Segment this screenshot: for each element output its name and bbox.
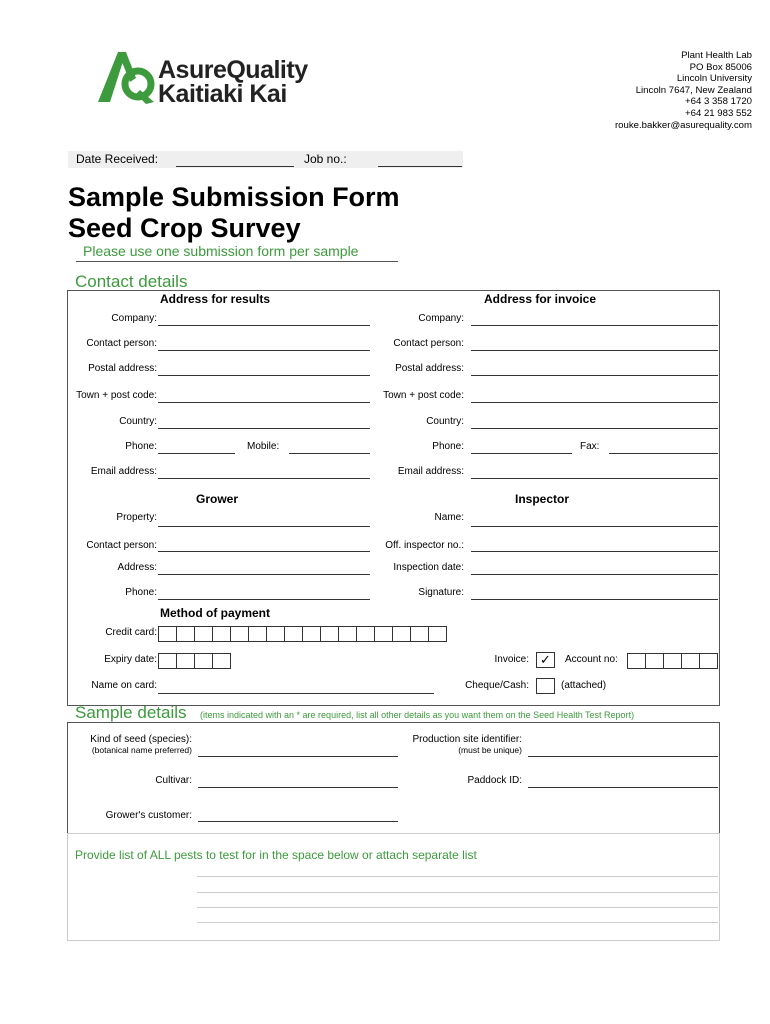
expiry-digit-cell[interactable] bbox=[176, 653, 195, 669]
pest-entry-line[interactable] bbox=[197, 907, 718, 908]
card-digit-cell[interactable] bbox=[266, 626, 285, 642]
address-line: PO Box 85006 bbox=[689, 61, 752, 73]
town-label: Town + post code: bbox=[383, 390, 464, 401]
expiry-label: Expiry date: bbox=[104, 654, 157, 665]
card-digit-cell[interactable] bbox=[320, 626, 339, 642]
postal-address-label: Postal address: bbox=[395, 363, 464, 374]
form-title: Sample Submission Form bbox=[68, 182, 400, 212]
account-digit-cell[interactable] bbox=[681, 653, 700, 669]
card-digit-cell[interactable] bbox=[374, 626, 393, 642]
account-digit-cell[interactable] bbox=[663, 653, 682, 669]
kind-of-seed-note: (botanical name preferred) bbox=[91, 745, 192, 755]
grower-address-field[interactable] bbox=[158, 574, 370, 575]
invoice-company-field[interactable] bbox=[471, 325, 718, 326]
address-mobile: +64 21 983 552 bbox=[685, 107, 752, 119]
card-digit-cell[interactable] bbox=[230, 626, 249, 642]
card-digit-cell[interactable] bbox=[356, 626, 375, 642]
address-line: Lincoln 7647, New Zealand bbox=[635, 84, 752, 96]
card-digit-cell[interactable] bbox=[392, 626, 411, 642]
sample-details-heading: Sample details bbox=[75, 703, 187, 722]
contact-person-label: Contact person: bbox=[86, 338, 157, 349]
results-postal-field[interactable] bbox=[158, 375, 370, 376]
phone-label: Phone: bbox=[125, 587, 157, 598]
paddock-label: Paddock ID: bbox=[467, 775, 522, 786]
address-phone: +64 3 358 1720 bbox=[685, 96, 752, 108]
cheque-checkbox[interactable] bbox=[536, 678, 555, 694]
card-digit-cell[interactable] bbox=[158, 626, 177, 642]
invoice-email-field[interactable] bbox=[471, 478, 718, 479]
logo-name-line2: Kaitiaki Kai bbox=[158, 80, 287, 108]
lab-address bbox=[615, 50, 752, 131]
office-use-bar bbox=[68, 151, 463, 168]
production-site-note: (must be unique) bbox=[458, 745, 522, 755]
grower-phone-field[interactable] bbox=[158, 599, 370, 600]
invoice-country-field[interactable] bbox=[471, 428, 718, 429]
expiry-digit-cell[interactable] bbox=[158, 653, 177, 669]
phone-label: Phone: bbox=[432, 441, 464, 452]
invoice-heading: Address for invoice bbox=[484, 292, 597, 306]
results-contact-field[interactable] bbox=[158, 350, 370, 351]
signature-label: Signature: bbox=[418, 587, 464, 598]
sample-details-note: (items indicated with an * are required, list all other details as you want them on the Seed Health Test Report) bbox=[200, 710, 635, 720]
inspector-heading: Inspector bbox=[515, 492, 570, 506]
results-country-field[interactable] bbox=[158, 428, 370, 429]
account-no-label: Account no: bbox=[565, 654, 618, 665]
invoice-town-field[interactable] bbox=[471, 402, 718, 403]
company-label: Company: bbox=[111, 313, 157, 324]
country-label: Country: bbox=[119, 416, 157, 427]
pests-instruction: Provide list of ALL pests to test for in the space below or attach separate list bbox=[75, 848, 477, 862]
logo-name-line1: AsureQuality bbox=[158, 56, 308, 84]
aq-logo-icon bbox=[96, 50, 156, 104]
inspector-name-field[interactable] bbox=[471, 526, 718, 527]
card-digit-cell[interactable] bbox=[338, 626, 357, 642]
pest-entry-line[interactable] bbox=[197, 876, 718, 877]
expiry-digit-cell[interactable] bbox=[212, 653, 231, 669]
account-digit-cell[interactable] bbox=[699, 653, 718, 669]
town-label: Town + post code: bbox=[76, 390, 157, 401]
country-label: Country: bbox=[426, 416, 464, 427]
expiry-digit-cell[interactable] bbox=[194, 653, 213, 669]
email-label: Email address: bbox=[90, 466, 157, 477]
results-town-field[interactable] bbox=[158, 402, 370, 403]
attached-label: (attached) bbox=[561, 680, 607, 691]
account-digit-cell[interactable] bbox=[645, 653, 664, 669]
card-digit-cell[interactable] bbox=[428, 626, 447, 642]
card-digit-cell[interactable] bbox=[248, 626, 267, 642]
address-email[interactable]: rouke.bakker@asurequality.com bbox=[614, 119, 752, 131]
account-digit-cell[interactable] bbox=[627, 653, 646, 669]
date-received-label: Date Received: bbox=[76, 152, 159, 166]
kind-of-seed-label: Kind of seed (species): bbox=[90, 734, 192, 745]
credit-card-label: Credit card: bbox=[105, 627, 157, 638]
inspector-number-field[interactable] bbox=[471, 551, 718, 552]
off-inspector-label: Off. inspector no.: bbox=[385, 540, 464, 551]
mobile-label: Mobile: bbox=[247, 441, 280, 452]
divider bbox=[76, 261, 398, 262]
card-digit-cell[interactable] bbox=[302, 626, 321, 642]
contact-details-heading: Contact details bbox=[75, 272, 188, 291]
growers-customer-field[interactable] bbox=[198, 821, 398, 822]
company-label: Company: bbox=[418, 313, 464, 324]
postal-address-label: Postal address: bbox=[88, 363, 157, 374]
signature-field[interactable] bbox=[471, 599, 718, 600]
pest-entry-line[interactable] bbox=[197, 892, 718, 893]
grower-contact-field[interactable] bbox=[158, 551, 370, 552]
fax-label: Fax: bbox=[580, 441, 600, 452]
inspection-date-label: Inspection date: bbox=[393, 562, 464, 573]
pest-entry-line[interactable] bbox=[197, 922, 718, 923]
card-digit-cell[interactable] bbox=[194, 626, 213, 642]
phone-label: Phone: bbox=[125, 441, 157, 452]
invoice-phone-field[interactable] bbox=[471, 453, 572, 454]
job-no-label: Job no.: bbox=[304, 152, 347, 166]
kind-of-seed-field[interactable] bbox=[198, 756, 398, 757]
results-phone-field[interactable] bbox=[158, 453, 235, 454]
inspection-date-field[interactable] bbox=[471, 574, 718, 575]
results-mobile-field[interactable] bbox=[289, 453, 370, 454]
address-line: Lincoln University bbox=[676, 73, 752, 85]
expiry-field[interactable] bbox=[159, 653, 231, 669]
contact-person-label: Contact person: bbox=[86, 540, 157, 551]
results-email-field[interactable] bbox=[158, 478, 370, 479]
email-label: Email address: bbox=[397, 466, 464, 477]
address-label: Address: bbox=[117, 562, 157, 573]
property-label: Property: bbox=[116, 512, 157, 523]
card-digit-cell[interactable] bbox=[410, 626, 429, 642]
invoice-contact-field[interactable] bbox=[471, 350, 718, 351]
date-received-field[interactable] bbox=[176, 166, 294, 167]
results-heading: Address for results bbox=[160, 292, 271, 306]
card-digit-cell[interactable] bbox=[212, 626, 231, 642]
cheque-label: Cheque/Cash: bbox=[465, 680, 529, 691]
grower-property-field[interactable] bbox=[158, 526, 370, 527]
invoice-checkbox[interactable]: ✓ bbox=[536, 652, 555, 668]
cultivar-label: Cultivar: bbox=[155, 775, 192, 786]
contact-details-box bbox=[67, 290, 720, 706]
results-company-field[interactable] bbox=[158, 325, 370, 326]
production-site-field[interactable] bbox=[528, 756, 718, 757]
growers-customer-label: Grower's customer: bbox=[105, 810, 192, 821]
name-on-card-field[interactable] bbox=[158, 693, 434, 694]
production-site-label: Production site identifier: bbox=[412, 734, 522, 745]
card-digit-cell[interactable] bbox=[284, 626, 303, 642]
name-label: Name: bbox=[434, 512, 464, 523]
address-line: Plant Health Lab bbox=[681, 50, 752, 61]
payment-heading: Method of payment bbox=[160, 606, 270, 620]
invoice-label: Invoice: bbox=[494, 654, 529, 665]
credit-card-field[interactable] bbox=[159, 626, 447, 642]
grower-heading: Grower bbox=[196, 492, 239, 506]
invoice-postal-field[interactable] bbox=[471, 375, 718, 376]
invoice-fax-field[interactable] bbox=[609, 453, 718, 454]
form-instruction: Please use one submission form per sample bbox=[83, 243, 359, 259]
logo bbox=[96, 50, 156, 104]
account-no-field[interactable] bbox=[628, 653, 718, 669]
cultivar-field[interactable] bbox=[198, 787, 398, 788]
paddock-field[interactable] bbox=[528, 787, 718, 788]
contact-person-label: Contact person: bbox=[393, 338, 464, 349]
card-digit-cell[interactable] bbox=[176, 626, 195, 642]
form-subtitle-title: Seed Crop Survey bbox=[68, 213, 301, 243]
name-on-card-label: Name on card: bbox=[91, 680, 157, 691]
job-no-field[interactable] bbox=[378, 166, 462, 167]
